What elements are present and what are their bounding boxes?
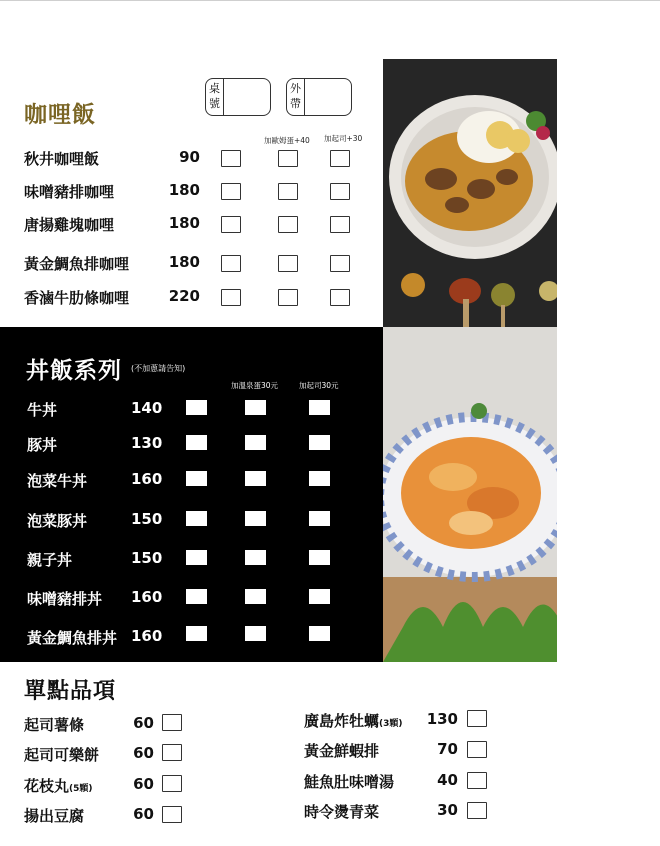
curry-section-title: 咖哩飯 [24, 102, 96, 128]
curry-item-name: 香滷牛肋條咖哩 [24, 289, 130, 307]
side-item [24, 775, 93, 796]
side-item-price: 60 [133, 775, 154, 793]
donburi-cheese-checkbox[interactable] [309, 626, 330, 641]
donburi-cheese-checkbox[interactable] [309, 511, 330, 526]
donburi-egg-checkbox[interactable] [245, 511, 266, 526]
curry-cheese-checkbox[interactable] [330, 255, 350, 272]
side-item-checkbox[interactable] [467, 741, 487, 758]
donburi-photo [383, 327, 557, 662]
curry-item-price: 180 [168, 253, 200, 271]
curry-cheese-checkbox[interactable] [330, 150, 350, 167]
curry-order-checkbox[interactable] [221, 289, 241, 306]
donburi-addon-header-cheese: 加起司30元 [299, 381, 339, 390]
donburi-egg-checkbox[interactable] [245, 400, 266, 415]
curry-order-checkbox[interactable] [221, 255, 241, 272]
curry-plate-image [383, 59, 557, 327]
donburi-note: (不加蔥請告知) [131, 364, 186, 373]
curry-addon-header-cheese: 加起司+30 [324, 134, 363, 143]
side-item-price: 40 [437, 771, 458, 789]
curry-order-checkbox[interactable] [221, 183, 241, 200]
donburi-item-name: 黃金鯛魚排丼 [27, 629, 118, 647]
curry-egg-checkbox[interactable] [278, 289, 298, 306]
curry-item-price: 220 [168, 287, 200, 305]
donburi-item-price: 130 [131, 434, 163, 452]
curry-item-name: 唐揚雞塊咖哩 [24, 216, 115, 234]
side-item-qty: (5顆) [69, 784, 93, 794]
side-item-checkbox[interactable] [162, 714, 182, 731]
side-item-checkbox[interactable] [467, 802, 487, 819]
kimchi-bowl-image [383, 327, 557, 662]
side-item-name: 起司薯條 [24, 716, 85, 734]
side-item-name: 鮭魚肚味噌湯 [304, 773, 395, 791]
donburi-addon-header-egg: 加溫泉蛋30元 [231, 381, 279, 390]
donburi-order-checkbox[interactable] [186, 550, 207, 565]
top-border [0, 0, 660, 1]
donburi-cheese-checkbox[interactable] [309, 589, 330, 604]
side-item-checkbox[interactable] [467, 772, 487, 789]
curry-egg-checkbox[interactable] [278, 183, 298, 200]
side-item [304, 771, 394, 792]
side-item-name: 揚出豆腐 [24, 807, 85, 825]
donburi-order-checkbox[interactable] [186, 400, 207, 415]
takeout-box[interactable] [286, 78, 352, 116]
curry-item-name: 黃金鯛魚排咖哩 [24, 255, 130, 273]
side-item-name: 起司可樂餅 [24, 746, 100, 764]
side-item-price: 30 [437, 801, 458, 819]
curry-egg-checkbox[interactable] [278, 255, 298, 272]
donburi-item-price: 160 [131, 470, 163, 488]
donburi-item-name: 泡菜豚丼 [27, 512, 88, 530]
donburi-item-name: 親子丼 [27, 551, 73, 569]
side-item [304, 740, 379, 761]
donburi-egg-checkbox[interactable] [245, 626, 266, 641]
curry-order-checkbox[interactable] [221, 150, 241, 167]
donburi-section-title: 丼飯系列 [26, 358, 122, 384]
donburi-item-name: 味噌豬排丼 [27, 590, 103, 608]
side-item [24, 805, 84, 826]
side-item-name: 廣島炸牡蠣 [304, 712, 380, 730]
curry-item-price: 180 [168, 181, 200, 199]
curry-item-name: 秋井咖哩飯 [24, 150, 100, 168]
donburi-item-price: 160 [131, 588, 163, 606]
side-item [24, 744, 99, 765]
side-item-price: 60 [133, 744, 154, 762]
donburi-item-name: 泡菜牛丼 [27, 472, 88, 490]
side-item [24, 714, 84, 735]
curry-egg-checkbox[interactable] [278, 216, 298, 233]
donburi-egg-checkbox[interactable] [245, 589, 266, 604]
curry-cheese-checkbox[interactable] [330, 183, 350, 200]
side-item-price: 70 [437, 740, 458, 758]
donburi-order-checkbox[interactable] [186, 626, 207, 641]
donburi-cheese-checkbox[interactable] [309, 471, 330, 486]
donburi-order-checkbox[interactable] [186, 589, 207, 604]
table-number-box[interactable] [205, 78, 271, 116]
side-item-price: 130 [426, 710, 458, 728]
side-item-checkbox[interactable] [162, 744, 182, 761]
curry-cheese-checkbox[interactable] [330, 216, 350, 233]
curry-photo [383, 59, 557, 327]
donburi-cheese-checkbox[interactable] [309, 435, 330, 450]
side-item-name: 花枝丸 [24, 777, 70, 795]
curry-item-price: 90 [179, 148, 200, 166]
curry-item-price: 180 [168, 214, 200, 232]
side-item-checkbox[interactable] [467, 710, 487, 727]
table-number-label: 桌號 [206, 79, 224, 115]
sides-section-title: 單點品項 [24, 679, 117, 704]
donburi-egg-checkbox[interactable] [245, 435, 266, 450]
curry-egg-checkbox[interactable] [278, 150, 298, 167]
donburi-order-checkbox[interactable] [186, 435, 207, 450]
side-item-name: 黃金鮮蝦排 [304, 742, 380, 760]
donburi-item-name: 牛丼 [27, 401, 58, 419]
donburi-egg-checkbox[interactable] [245, 550, 266, 565]
side-item-checkbox[interactable] [162, 806, 182, 823]
side-item [304, 710, 403, 731]
curry-item-name: 味噌豬排咖哩 [24, 183, 115, 201]
curry-addon-header-egg: 加歐姆蛋+40 [264, 136, 310, 145]
curry-cheese-checkbox[interactable] [330, 289, 350, 306]
side-item-checkbox[interactable] [162, 775, 182, 792]
donburi-item-price: 150 [131, 549, 163, 567]
donburi-item-name: 豚丼 [27, 436, 58, 454]
donburi-cheese-checkbox[interactable] [309, 550, 330, 565]
curry-order-checkbox[interactable] [221, 216, 241, 233]
donburi-order-checkbox[interactable] [186, 471, 207, 486]
side-item-price: 60 [133, 805, 154, 823]
donburi-order-checkbox[interactable] [186, 511, 207, 526]
donburi-item-price: 140 [131, 399, 163, 417]
donburi-egg-checkbox[interactable] [245, 471, 266, 486]
side-item-price: 60 [133, 714, 154, 732]
donburi-item-price: 160 [131, 627, 163, 645]
side-item [304, 801, 379, 822]
side-item-name: 時令燙青菜 [304, 803, 380, 821]
donburi-cheese-checkbox[interactable] [309, 400, 330, 415]
takeout-label: 外帶 [287, 79, 305, 115]
donburi-item-price: 150 [131, 510, 163, 528]
side-item-qty: (3顆) [379, 719, 403, 729]
